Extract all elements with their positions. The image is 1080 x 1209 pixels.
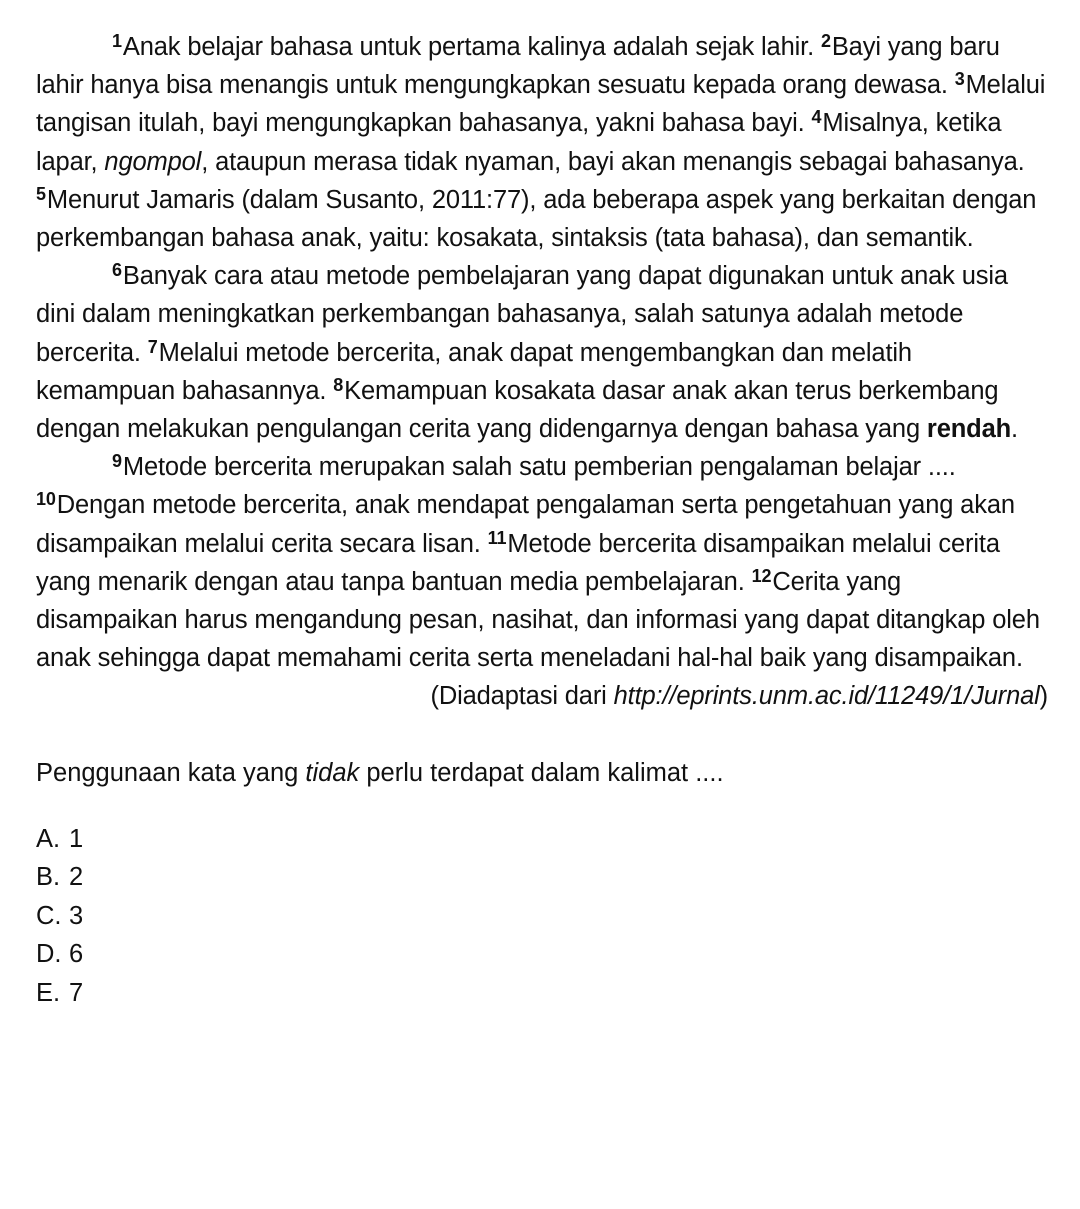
sentence-number: 11 xyxy=(487,527,507,548)
sentence-2: $^2$Bayi yang baru lahir hanya bisa menangis untuk mengungkapkan sesuatu kepada orang dewasa. xyxy=(36,31,1000,100)
sentence-number: 5 xyxy=(36,183,46,204)
option-e[interactable] xyxy=(36,974,1048,1013)
sentence-12: $^{12}$Cerita yang disampaikan harus mengandung pesan, nasihat, dan informasi yang dapat ditangkap oleh anak sehingga dapat memahami cerita serta meneladani hal-hal baik yang disampaikan. xyxy=(36,565,1040,673)
sentence-number: 9 xyxy=(112,451,122,472)
bold-term: rendah xyxy=(926,415,1012,444)
option-value: 1 xyxy=(69,824,84,853)
sentence-9: $^9$Metode bercerita merupakan salah satu pemberian pengalaman belajar .... xyxy=(112,451,956,482)
option-letter: C. xyxy=(36,901,62,930)
sentence-1: $^1$Anak belajar bahasa untuk pertama kalinya adalah sejak lahir. xyxy=(112,31,821,61)
passage-paragraph-2 xyxy=(36,257,1048,448)
italic-term: tidak xyxy=(305,758,360,787)
option-c[interactable] xyxy=(36,897,1048,936)
sentence-8: $^8$Kemampuan kosakata dasar anak akan terus berkembang dengan melakukan pengulangan cerita yang didengarnya dengan bahasa yang rendah. xyxy=(36,374,1018,444)
italic-term: ngompol xyxy=(104,147,202,176)
option-letter: A. xyxy=(36,824,61,853)
sentence-6: $^6$Banyak cara atau metode pembelajaran yang dapat digunakan untuk anak usia dini dalam meningkatkan perkembangan bahasanya, salah satunya adalah metode bercerita. xyxy=(36,260,1008,367)
source-url: http://eprints.unm.ac.id/11249/1/Jurnal xyxy=(613,682,1040,711)
option-value: 6 xyxy=(69,940,84,969)
sentence-3: $^3$Melalui tangisan itulah, bayi mengungkapkan bahasanya, yakni bahasa bayi. xyxy=(36,69,1046,138)
passage-paragraph-3 xyxy=(36,448,1048,677)
sentence-number: 1 xyxy=(112,31,122,51)
sentence-number: 12 xyxy=(751,565,772,586)
sentence-number: 10 xyxy=(36,489,56,510)
option-letter: B. xyxy=(36,863,61,892)
option-letter: E. xyxy=(36,978,61,1007)
sentence-10: $^{10}$Dengan metode bercerita, anak mendapat pengalaman serta pengetahuan yang akan disampaikan melalui cerita secara lisan. xyxy=(36,489,1015,558)
answer-options xyxy=(36,820,1048,1013)
option-b[interactable] xyxy=(36,858,1048,897)
sentence-number: 2 xyxy=(820,31,831,51)
sentence-number: 4 xyxy=(811,107,822,128)
passage-paragraph-1 xyxy=(36,28,1048,257)
source-citation: (Diadaptasi dari http://eprints.unm.ac.id/11249/1/Jurnal) xyxy=(430,682,1048,711)
question-text: Penggunaan kata yang tidak perlu terdapat dalam kalimat .... xyxy=(36,758,724,787)
sentence-5: $^5$Menurut Jamaris (dalam Susanto, 2011:77), ada beberapa aspek yang berkaitan dengan perkembangan bahasa anak, yaitu: kosakata, sintaksis (tata bahasa), dan semantik. xyxy=(36,183,1037,253)
sentence-number: 7 xyxy=(147,336,158,357)
question-page xyxy=(36,28,1048,1012)
sentence-7: $^7$Melalui metode bercerita, anak dapat mengembangkan dan melatih kemampuan bahasannya. xyxy=(36,336,912,405)
sentence-number: 6 xyxy=(112,260,122,281)
option-value: 3 xyxy=(69,901,84,930)
option-d[interactable] xyxy=(36,935,1048,974)
option-letter: D. xyxy=(36,940,62,969)
reading-passage xyxy=(36,28,1048,716)
sentence-4: $^4$Misalnya, ketika lapar, ngompol, ataupun merasa tidak nyaman, bayi akan menangis sebagai bahasanya. xyxy=(36,107,1025,176)
sentence-11: $^{11}$Metode bercerita disampaikan melalui cerita yang menarik dengan atau tanpa bantuan media pembelajaran. xyxy=(36,527,1000,596)
sentence-number: 3 xyxy=(954,69,965,90)
option-value: 2 xyxy=(69,863,84,892)
option-a[interactable] xyxy=(36,820,1048,859)
sentence-number: 8 xyxy=(333,374,344,395)
option-value: 7 xyxy=(69,978,84,1007)
